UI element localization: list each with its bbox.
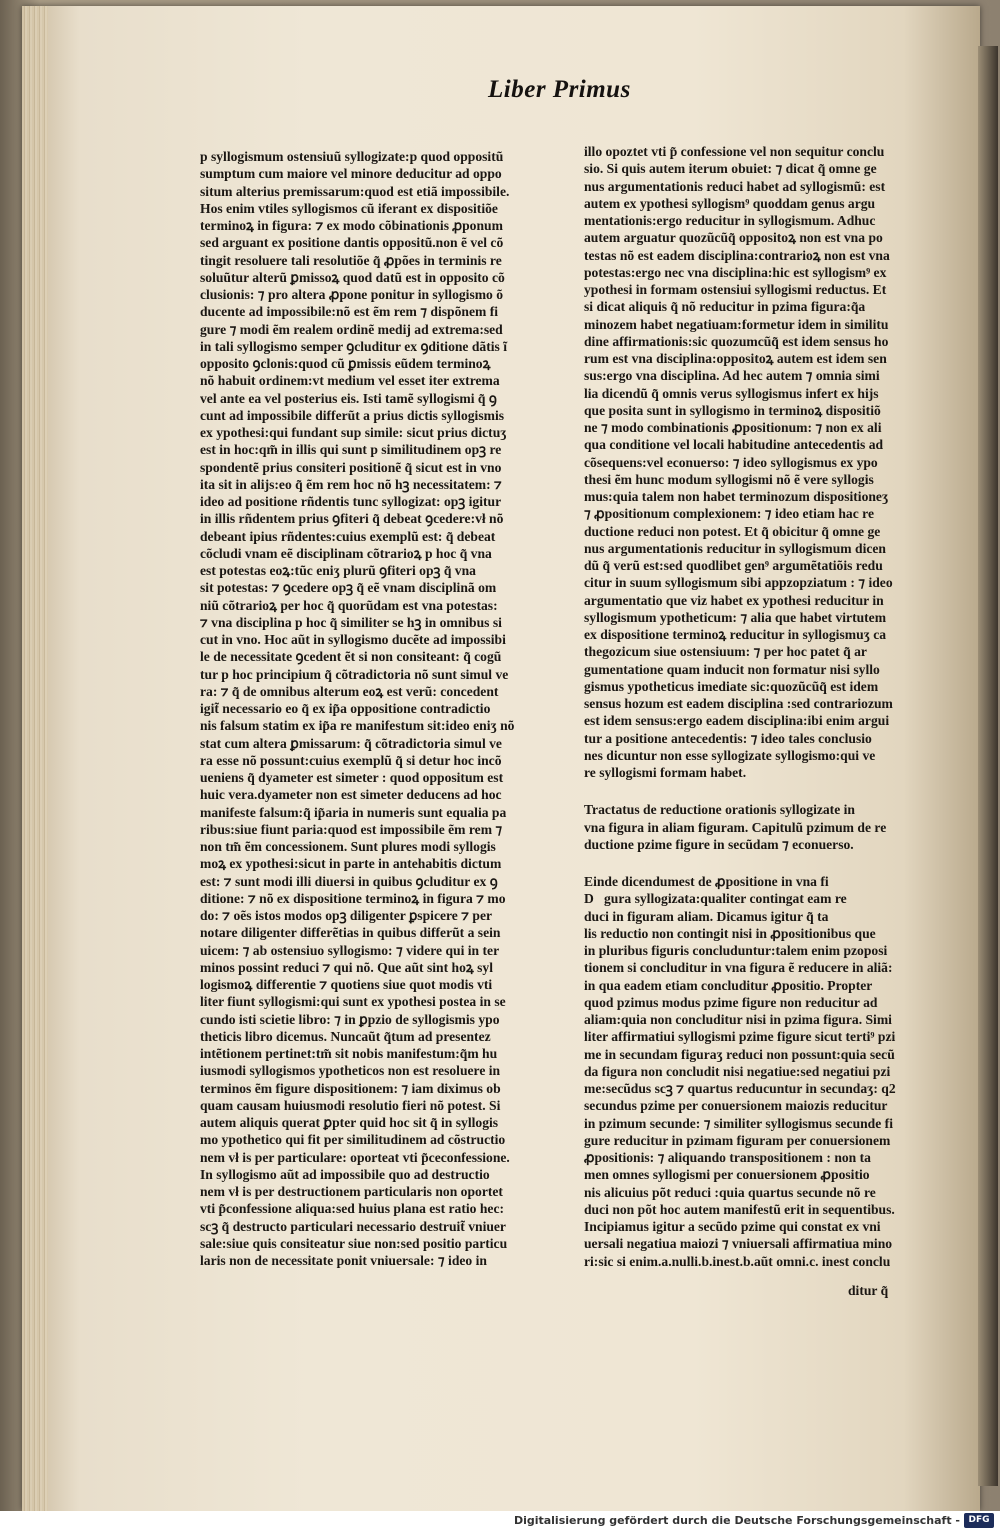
text-line: ita sit in alijs:eo q̃ ẽm rem hoc nõ hꝫ necessitatem: ⁊ [200,476,502,492]
text-line: terminos ẽm figure dispositionem: ⁊ iam diximus ob [200,1080,501,1096]
binding-shadow [978,46,998,1486]
text-line: liter affirmatiui syllogismi pzime figure sicut terti⁹ pzi [584,1029,896,1045]
text-line: vti p̃confessione aliqua:sed huius plana est ratio hec: [200,1201,505,1217]
text-line: ra esse nõ possunt:cuius exemplũ q̃ si detur hoc incõ [200,752,502,768]
text-line: nus argumentationis reduci habet ad syllogismũ: est [584,178,886,194]
text-line: illo opoztet vti p̃ confessione vel non sequitur conclu [584,144,885,159]
text-line: nõ habuit ordinem:vt medium vel esset iter extrema [200,373,500,389]
text-line: qua conditione vel locali habitudine antecedentis ad [584,437,884,453]
text-line: duci in figuram aliam. Dicamus igitur q̃ ta [584,908,829,924]
text-line: ex dispositione terminoꝝ reducitur in syllogismuʒ ca [584,627,887,642]
text-line: notare diligenter differẽtias in quibus differũt a sein [200,925,501,941]
text-line: minozem habet negatiuam:formetur idem in similitu [584,316,889,332]
text-line: clusionis: ⁊ pro altera ꝓpone ponitur in syllogismo õ [200,287,504,302]
text-line: minos possint reduci ⁊ qui nõ. Que aũt sint hoꝝ syl [200,959,493,975]
text-line: duci non põt hoc autem manifestũ erit in sequentibus. [584,1201,895,1217]
text-line: secundus pzime per conuersionem maiozis reducitur [584,1098,888,1114]
text-line: tur p hoc principium q̃ cõtradictoria nõ sunt simul ve [200,666,509,682]
text-line: logismoꝝ differentie ⁊ quotiens siue quot modis vti [200,977,493,992]
text-line: igit̃ necessario eo q̃ ex ip̃a oppositione contradictio [200,701,491,716]
text-line: D gura syllogizata:qualiter contingat eam re [584,891,847,907]
text-line: p syllogismum ostensiuũ syllogizate:p quod oppositũ [200,149,504,164]
footer-credit: Digitalisierung gefördert durch die Deutsche Forschungsgemeinschaft - [513,1514,960,1527]
text-line: gure ⁊ modi ẽm realem ordinẽ medij ad extrema:sed [200,321,503,337]
text-line: spondentẽ prius consiteri positionẽ q̃ sicut est in vno [200,459,502,475]
text-line: cunt ad impossibile differũt a prius dictis syllogismis [200,407,505,423]
text-line: sed arguant ex positione dantis oppositũ.non ẽ vel cõ [200,235,504,251]
text-line: mus:quia talem non habet terminozum dispositioneʒ [584,489,889,504]
text-line: in qua eadem etiam concluditur ꝓpositio. Propter [584,977,873,993]
text-line: ribus:siue fiunt paria:quod est impossibile ẽm rem ⁊ [200,821,503,837]
text-line: est in hoc:qm̃ in illis qui sunt p similitudinem opꝫ re [200,442,502,458]
text-line: in tali syllogismo semper ꝯcluditur ex ꝯditione dãtis ĩ [200,338,507,354]
dfg-logo: DFG [964,1513,994,1528]
text-line: stat cum altera ꝑmissarum: q̃ cõtradictoria simul ve [200,735,502,751]
text-line: quam causam huiusmodi resolutio fieri nõ potest. Si [200,1097,501,1113]
text-line: Einde dicendumest de ꝓpositione in vna fi [584,874,829,889]
text-line: in illis rñdentem prius ꝯfiteri q̃ debeat ꝯcedere:vł nõ [200,511,504,527]
text-line: Incipiamus igitur a secũdo pzime qui constat ex vni [584,1219,881,1234]
text-line: autem ex ypothesi syllogism⁹ quoddam genus argu [584,195,876,211]
text-line: thesi ẽm hunc modum syllogismi nõ ẽ vere syllogis [584,471,874,487]
text-line: in pzimum secunde: ⁊ similiter syllogismus secunde fi [584,1115,893,1131]
text-line: nem vł is per particulare: oporteat vti p̃ceconfessione. [200,1149,510,1165]
text-line: testas nõ est eadem disciplina:contrarioꝝ non est vna [584,247,890,263]
text-line: argumentatio que viz habet ex ypothesi reducitur in [584,592,884,608]
text-line: da figura non concludit nisi negatiue:sed negatiui pzi [584,1063,891,1079]
text-line: cundo isti scietie libro: ⁊ in ꝑpzio de syllogismis ypo [200,1011,500,1027]
text-line: gismus ypotheticus imediate sic:quozũcũq̃ est idem [584,678,879,694]
text-line: intẽtionem pertinet:tm̃ sit nobis manifestum:q̃m hu [200,1046,498,1061]
text-line: nis falsum statim ex ip̃a re manifestum sit:ideo eniʒ nõ [200,718,515,734]
text-line: nes dicuntur non esse syllogizate syllogismo:qui ve [584,747,876,763]
text-line: potestas:ergo nec vna disciplina:hic est syllogism⁹ ex [584,264,887,280]
text-line: scꝫ q̃ destructo particulari necessario destruit̃ vniuer [200,1218,506,1234]
text-line: le de necessitate ꝯcedent ẽt si non consiteant: q̃ cogũ [200,649,502,665]
text-line: ductione reduci non potest. Et q̃ obicitur q̃ omne ge [584,523,881,539]
text-line: sit potestas: ⁊ ꝯcedere opꝫ q̃ eẽ vnam disciplinã om [200,580,497,596]
running-head: Liber Primus [488,76,631,103]
text-line: uicem: ⁊ ab ostensiuo syllogismo: ⁊ videre qui in ter [200,942,500,958]
text-line: vel ante ea vel posterius eis. Isti tamẽ syllogismi q̃ ꝯ [200,390,497,406]
text-line: do: ⁊ oẽs istos modos opꝫ diligenter ꝑspicere ⁊ per [200,908,493,923]
text-line: quod pzimus modus pzime figure non reducitur ad [584,994,878,1010]
text-line: ra: ⁊ q̃ de omnibus alterum eoꝝ est verũ: concedent [200,683,499,699]
right-column-text [584,143,930,781]
text-line: laris non de necessitate ponit vniuersale: ⁊ ideo in [200,1253,487,1268]
right-column [584,143,930,1270]
text-line: cõcludi vnam eẽ disciplinam cõtrarioꝝ p hoc q̃ vna [200,545,492,561]
text-line: non tm̃ ẽm concessionem. Sunt plures modi syllogis [200,839,496,854]
text-line: moꝝ ex ypothesi:sicut in parte in antehabitis dictum [200,856,502,872]
text-line: ⁊ ꝓpositionum complexionem: ⁊ ideo etiam hac re [584,506,874,522]
text-line: sumptum cum maiore vel minore deducitur ad oppo [200,166,502,182]
text-line: citur in suum syllogismum sibi appzopziatum : ⁊ ideo [584,575,893,591]
text-line: opposito ꝯclonis:quod cũ ꝑmissis eũdem terminoꝝ [200,356,491,371]
text-line: autem aliquis querat ꝑpter quid hoc sit q̃ in syllogis [200,1115,499,1130]
text-line: In syllogismo aũt ad impossibile quo ad destructio [200,1166,490,1182]
text-line: re syllogismi formam habet. [584,765,747,780]
text-line: ri:sic si enim.a.nulli.b.inest.b.aũt omni.c. inest conclu [584,1253,891,1269]
footer-bar [0,1511,1000,1531]
text-line: est potestas eoꝝ:tũc eniʒ plurũ ꝯfiteri opꝫ q̃ vna [200,563,476,578]
text-line: ꝓpositionis: ⁊ aliquando transpositionem : non ta [584,1150,871,1165]
text-line: manifeste falsum:q̃ ip̃aria in numeris sunt equalia pa [200,804,507,820]
text-line: Hos enim vtiles syllogismos cũ iferant ex dispositiõe [200,200,498,216]
text-line: rum est vna disciplina:oppositoꝝ autem est idem sen [584,351,887,366]
text-line: soluũtur alterũ ꝑmissoꝝ quod datũ est in opposito cõ [200,269,505,285]
text-line: sensus hozum est eadem disciplina :sed contrariozum [584,696,893,711]
chapter-heading [584,801,930,853]
text-line: tingit resoluere tali resolutiõe q̃ ꝓpões in terminis re [200,252,502,268]
text-line: sio. Si quis autem iterum obuiet: ⁊ dicat q̃ omne ge [584,161,877,177]
text-line: ducente ad impossibile:nõ est ẽm rem ⁊ dispõnem fi [200,304,499,320]
text-line: si dicat aliquis q̃ nõ reducitur in pzima figura:q̃a [584,299,866,315]
text-line: dine affirmationis:sic quozumcũq̃ est idem sensus ho [584,333,889,349]
heading-line: vna figura in aliam figuram. Capitulũ pzimum de re [584,819,887,835]
initial-letter: D [584,891,594,907]
text-line: syllogismum ypotheticum: ⁊ alia que habet virtutem [584,609,887,625]
text-line: nem vł is per destructionem particularis non oportet [200,1184,503,1199]
heading-line: ductione pzime figure in secũdam ⁊ econuerso. [584,836,854,852]
text-line: liter fiunt syllogismi:qui sunt ex ypothesi postea in se [200,994,506,1010]
page-edges [22,6,48,1511]
text-line: est idem sensus:ergo eadem disciplina:ibi enim argui [584,713,890,729]
text-line: men omnes syllogismi per conuersionem ꝓpositio [584,1167,870,1183]
text-line: sus:ergo vna disciplina. Ad hec autem ⁊ omnia simi [584,368,880,384]
text-line: uersali negatiua maiozi ⁊ vniuersali affirmatiua mino [584,1236,893,1252]
text-line: ex ypothesi:qui fundant sup simile: sicut prius dictuʒ [200,425,507,440]
text-line: ne ⁊ modo combinationis ꝓpositionum: ⁊ non ex ali [584,420,882,435]
text-line: lia dicendũ q̃ omnis verus syllogismus infert ex hijs [584,385,879,401]
text-line: debeant ipius rñdentes:cuius exemplũ est: q̃ debeat [200,528,496,544]
right-column-continuation [584,873,930,1270]
text-line: gure reducitur in pzimam figuram per conuersionem [584,1132,891,1148]
text-line: est: ⁊ sunt modi illi diuersi in quibus ꝯcluditur ex ꝯ [200,873,498,889]
heading-line: Tractatus de reductione orationis syllogizate in [584,802,855,818]
text-line: situm alterius premissarum:quod est etiã impossibile. [200,183,510,199]
text-line: ditione: ⁊ nõ ex dispositione terminoꝝ in figura ⁊ mo [200,890,506,906]
text-line: dũ q̃ verũ est:sed quodlibet gen⁹ argumẽtatiõis redu [584,558,883,573]
text-line: mentationis:ergo reducitur in syllogismum. Adhuc [584,213,876,228]
text-line: nis alicuius põt reduci :quia quartus secunde nõ re [584,1184,876,1200]
text-line: in pluribus figuris concluduntur:talem enim pzoposi [584,943,888,958]
text-line: ⁊ vna disciplina p hoc q̃ similiter se hꝫ in omnibus si [200,614,502,630]
text-line: tur a positione antecedentis: ⁊ ideo tales conclusio [584,730,872,746]
text-line: cut in vno. Hoc aũt in syllogismo ducẽte ad impossibi [200,632,506,647]
text-line: niũ cõtrarioꝝ per hoc q̃ quorũdam est vna potestas: [200,597,498,613]
text-line: lis reductio non contingit nisi in ꝓpositionibus que [584,925,876,941]
text-line: gumentatione quam inducit non formatur nisi syllo [584,661,880,677]
text-line: aliam:quia non concluditur nisi in pzima figura. Simi [584,1012,892,1027]
text-line: huic vera.dyameter non est simeter deducens ad hoc [200,787,502,803]
text-line: ideo ad positione rñdentis tunc syllogizat: opꝫ igitur [200,494,502,509]
text-line: mo ypothetico qui fit per similitudinem ad cõstructio [200,1132,506,1148]
text-line: me:secũdus scꝫ ⁊ quartus reducuntur in secundaʒ: q2 [584,1081,896,1096]
text-line: tionem si concluditur in vna figura ẽ reducere in aliã: [584,960,893,976]
text-line: thegozicum siue ostensiuum: ⁊ per hoc patet q̃ ar [584,644,867,660]
text-line: cõsequens:vel econuerso: ⁊ ideo syllogismus ex ypo [584,454,878,470]
text-line: nus argumentationis reducitur in syllogismum dicen [584,540,886,556]
text-line: que posita sunt in syllogismo in terminoꝝ dispositiõ [584,402,881,418]
text-line: autem arguatur quozũcũq̃ oppositoꝝ non est vna po [584,230,883,246]
text-line: terminoꝝ in figura: ⁊ ex modo cõbinationis ꝓponum [200,218,503,233]
text-line: ueniens q̃ dyameter est simeter : quod oppositum est [200,770,504,785]
text-line: ypothesi in formam ostensiui syllogismi reductus. Et [584,282,887,297]
text-line: theticis libro dicemus. Nuncaũt q̃tum ad presentez [200,1028,491,1044]
left-column [200,148,548,1269]
text-line: iusmodi syllogismos ypotheticos non est resoluere in [200,1063,501,1079]
text-line: me in secundam figuraʒ reduci non possunt:quia secũ [584,1046,895,1062]
catchword: ditur q̃ [848,1283,889,1298]
text-line: sale:siue quis consiteatur siue non:sed positio particu [200,1235,508,1251]
